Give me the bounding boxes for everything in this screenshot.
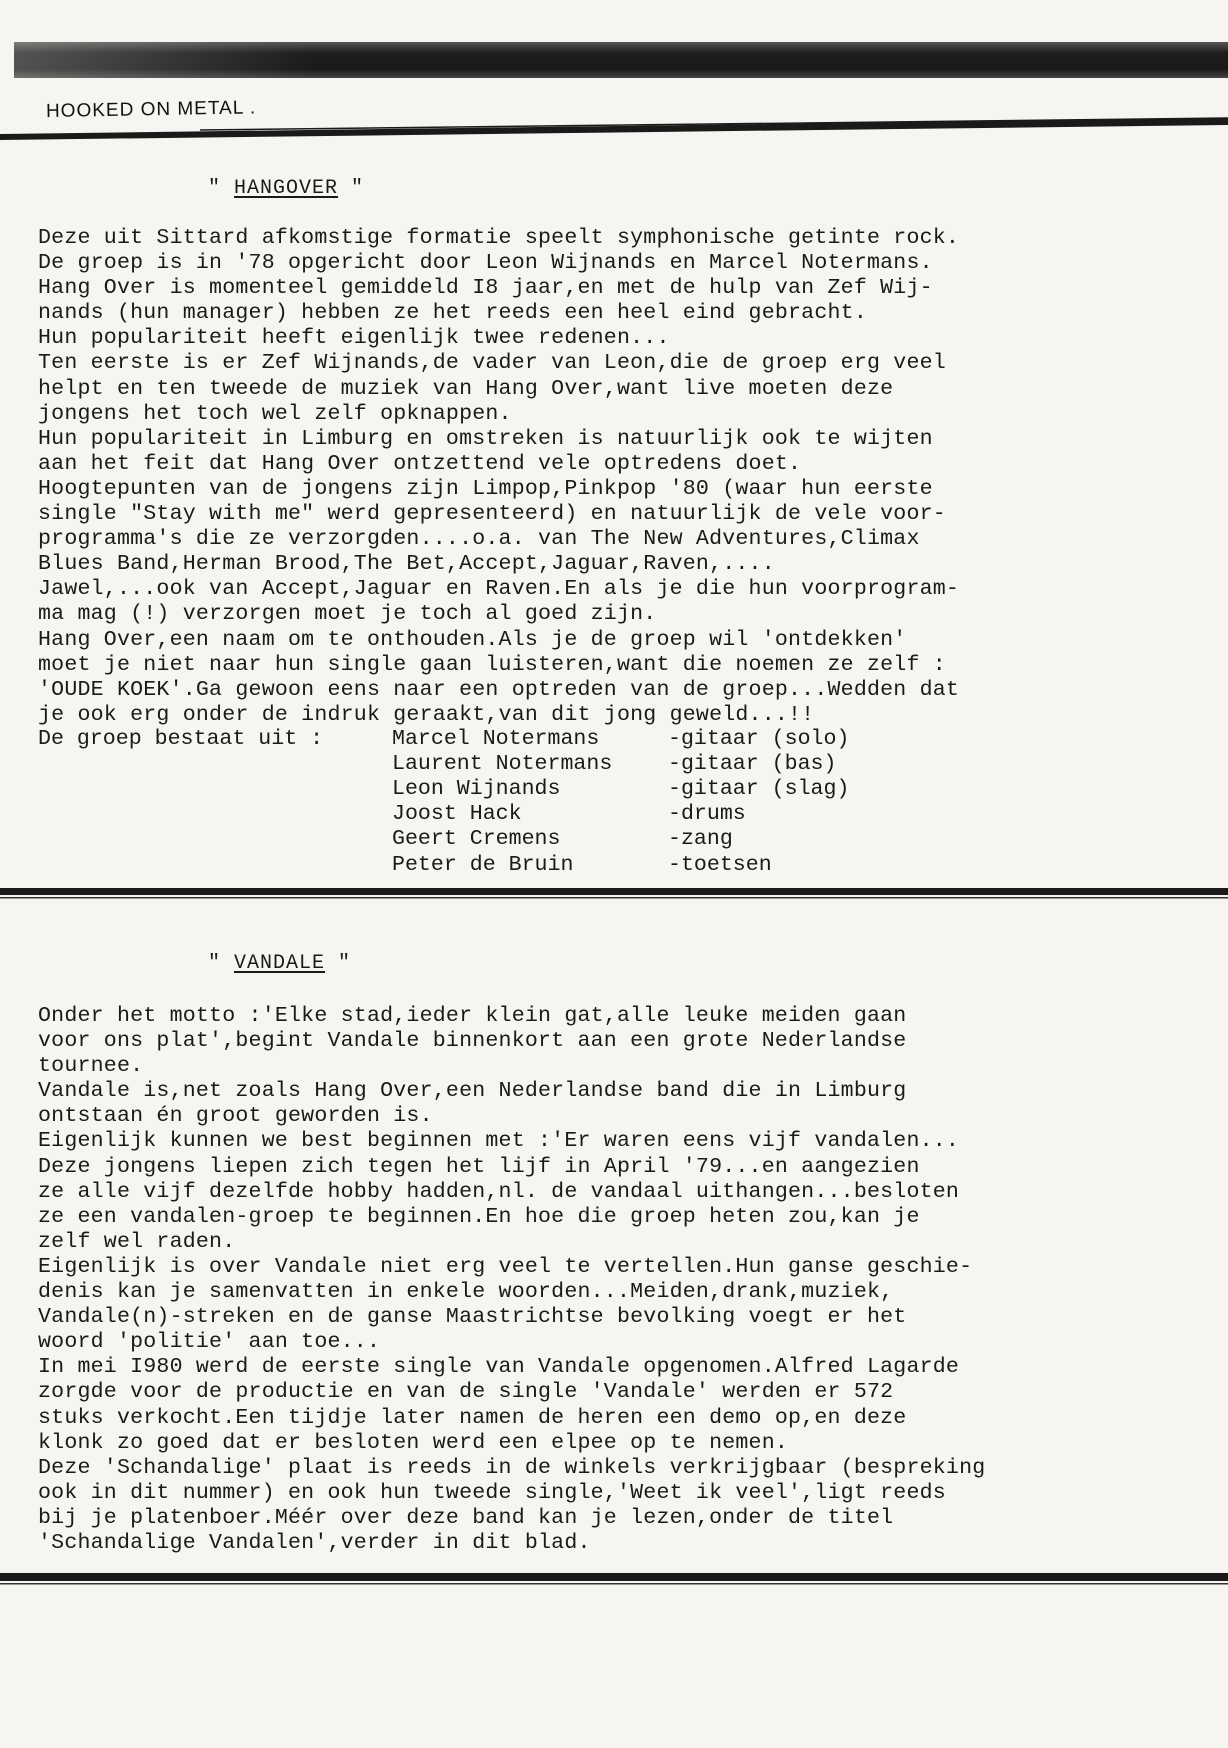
member-row	[38, 727, 938, 752]
article-line: ontstaan én groot geworden is.	[38, 1104, 433, 1129]
article-line: tournee.	[38, 1054, 144, 1079]
article-line: voor ons plat',begint Vandale binnenkort aan een grote Nederlandse	[38, 1029, 907, 1054]
member-name: Geert Cremens	[392, 827, 561, 852]
article-line: ze alle vijf dezelfde hobby hadden,nl. de vandaal uithangen...besloten	[38, 1179, 960, 1204]
vandale-title-text: VANDALE	[234, 952, 326, 975]
article-line: Eigenlijk kunnen we best beginnen met :'Er waren eens vijf vandalen...	[38, 1129, 960, 1154]
member-name: Laurent Notermans	[392, 752, 613, 777]
article-line: 'OUDE KOEK'.Ga gewoon eens naar een optreden van de groep...Wedden dat	[38, 677, 960, 702]
article-line: zelf wel raden.	[38, 1229, 236, 1254]
article-line: Eigenlijk is over Vandale niet erg veel te vertellen.Hun ganse geschie-	[38, 1254, 973, 1279]
article-line: aan het feit dat Hang Over ontzettend vele optredens doet.	[38, 451, 802, 476]
article-line: Ten eerste is er Zef Wijnands,de vader van Leon,die de groep erg veel	[38, 351, 946, 376]
article-line: bij je platenboer.Méér over deze band kan je lezen,onder de titel	[38, 1505, 894, 1530]
members-intro: De groep bestaat uit :	[38, 727, 324, 751]
article-line: jongens het toch wel zelf opknappen.	[38, 401, 512, 426]
member-role: -toetsen	[668, 852, 772, 877]
member-role: -gitaar (slag)	[668, 777, 850, 802]
article-line: ook in dit nummer) en ook hun tweede single,'Weet ik veel',ligt reeds	[38, 1480, 946, 1505]
header-rule	[0, 116, 1228, 140]
member-row	[38, 827, 938, 852]
member-role: -drums	[668, 802, 746, 827]
article-line: helpt en ten tweede de muziek van Hang Over,want live moeten deze	[38, 376, 894, 401]
member-row	[38, 802, 938, 827]
member-role: -gitaar (solo)	[668, 727, 850, 751]
hangover-article	[38, 226, 1208, 728]
article-line: programma's die ze verzorgden....o.a. van The New Adventures,Climax	[38, 527, 920, 552]
member-name: Peter de Bruin	[392, 852, 574, 877]
article-line: Hang Over,een naam om te onthouden.Als je de groep wil 'ontdekken'	[38, 627, 907, 652]
article-line: Hang Over is momenteel gemiddeld I8 jaar,en met de hulp van Zef Wij-	[38, 276, 933, 301]
article-line: De groep is in '78 opgericht door Leon Wijnands en Marcel Notermans.	[38, 251, 933, 276]
magazine-section-label: HOOKED ON METAL .	[45, 97, 257, 122]
section-divider	[0, 886, 1228, 900]
article-line: zorgde voor de productie en van de single 'Vandale' werden er 572	[38, 1380, 894, 1405]
member-name: Marcel Notermans	[392, 727, 600, 751]
vandale-article	[38, 1004, 1208, 1556]
hangover-title-text: HANGOVER	[234, 177, 339, 200]
article-line: Blues Band,Herman Brood,The Bet,Accept,Jaguar,Raven,....	[38, 552, 775, 577]
member-role: -zang	[668, 827, 733, 852]
article-line: Deze 'Schandalige' plaat is reeds in de winkels verkrijgbaar (bespreking	[38, 1455, 986, 1480]
hangover-title: " HANGOVER "	[208, 177, 365, 200]
article-line: ma mag (!) verzorgen moet je toch al goed zijn.	[38, 602, 657, 627]
article-line: stuks verkocht.Een tijdje later namen de heren een demo op,en deze	[38, 1405, 907, 1430]
vandale-title: " VANDALE "	[208, 952, 352, 975]
article-line: Deze uit Sittard afkomstige formatie speelt symphonische getinte rock.	[38, 226, 960, 250]
article-line: Hoogtepunten van de jongens zijn Limpop,Pinkpop '80 (waar hun eerste	[38, 476, 933, 501]
member-name: Joost Hack	[392, 802, 522, 827]
article-line: Onder het motto :'Elke stad,ieder klein gat,alle leuke meiden gaan	[38, 1004, 907, 1028]
article-line: Hun populariteit heeft eigenlijk twee redenen...	[38, 326, 670, 351]
article-line: Hun populariteit in Limburg en omstreken is natuurlijk ook te wijten	[38, 426, 933, 451]
member-row	[38, 777, 938, 802]
article-line: moet je niet naar hun single gaan luisteren,want die noemen ze zelf :	[38, 652, 946, 677]
article-line: je ook erg onder de indruk geraakt,van dit jong geweld...!!	[38, 702, 815, 727]
band-members	[38, 727, 850, 877]
article-line: Deze jongens liepen zich tegen het lijf in April '79...en aangezien	[38, 1154, 920, 1179]
article-line: Jawel,...ook van Accept,Jaguar en Raven.En als je die hun voorprogram-	[38, 577, 960, 602]
article-line: In mei I980 werd de eerste single van Vandale opgenomen.Alfred Lagarde	[38, 1355, 960, 1380]
member-row	[38, 752, 938, 777]
bottom-divider	[0, 1572, 1228, 1586]
top-banner-fade	[14, 40, 314, 80]
article-line: nands (hun manager) hebben ze het reeds een heel eind gebracht.	[38, 301, 867, 326]
article-line: single "Stay with me" werd gepresenteerd) en natuurlijk de vele voor-	[38, 502, 946, 527]
article-line: Vandale(n)-streken en de ganse Maastrichtse bevolking voegt er het	[38, 1305, 907, 1330]
member-name: Leon Wijnands	[392, 777, 561, 802]
article-line: 'Schandalige Vandalen',verder in dit blad.	[38, 1530, 591, 1555]
article-line: ze een vandalen-groep te beginnen.En hoe die groep heten zou,kan je	[38, 1204, 920, 1229]
member-row	[38, 853, 938, 878]
article-line: woord 'politie' aan toe...	[38, 1330, 381, 1355]
member-role: -gitaar (bas)	[668, 752, 837, 777]
article-line: klonk zo goed dat er besloten werd een elpee op te nemen.	[38, 1430, 789, 1455]
article-line: Vandale is,net zoals Hang Over,een Nederlandse band die in Limburg	[38, 1079, 907, 1104]
article-line: denis kan je samenvatten in enkele woorden...Meiden,drank,muziek,	[38, 1280, 894, 1305]
